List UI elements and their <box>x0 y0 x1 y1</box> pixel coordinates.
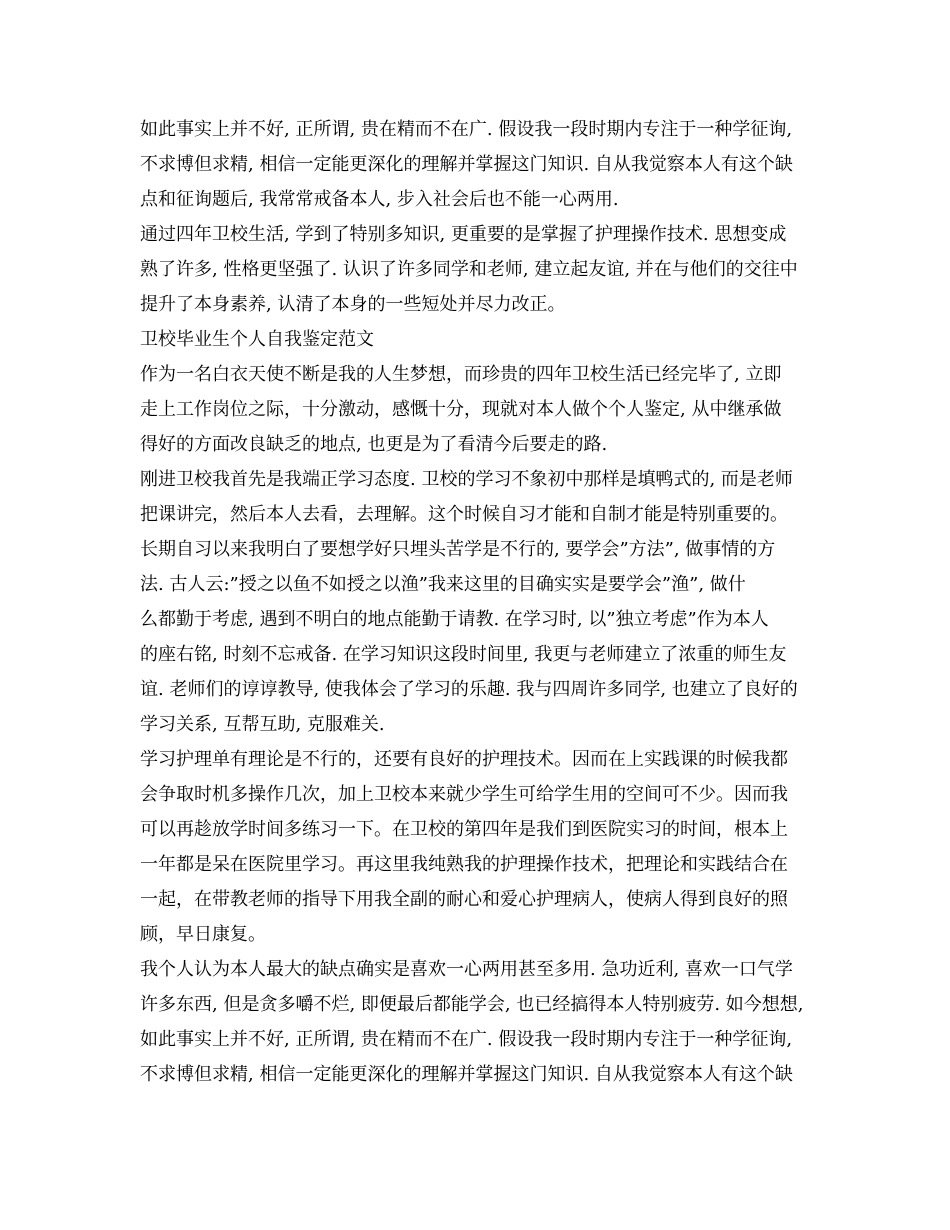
text-line: 作为一名白衣天使不断是我的人生梦想，而珍贵的四年卫校生活已经完毕了, 立即 <box>140 364 782 385</box>
text-line: 走上工作岗位之际，十分激动，感慨十分，现就对本人做个个人鉴定, 从中继承做 <box>140 399 782 420</box>
text-line: 一起，在带教老师的指导下用我全副的耐心和爱心护理病人，使病人得到良好的照 <box>140 889 788 910</box>
text-line: 把课讲完，然后本人去看，去理解。这个时候自习才能和自制才能是特别重要的。 <box>140 504 788 525</box>
section-heading: 卫校毕业生个人自我鉴定范文 <box>140 329 374 350</box>
text-line: 法. 古人云:”授之以鱼不如授之以渔”我来这里的目确实实是要学会”渔”, 做什 <box>140 574 746 595</box>
text-line: 的座右铭, 时刻不忘戒备. 在学习知识这段时间里, 我更与老师建立了浓重的师生友 <box>140 644 787 665</box>
text-line: 许多东西, 但是贪多嚼不烂, 即便最后都能学会, 也已经搞得本人特别疲劳. 如今想想, <box>140 994 804 1015</box>
text-line: 么都勤于考虑, 遇到不明白的地点能勤于请教. 在学习时, 以”独立考虑”作为本人 <box>140 609 769 630</box>
text-line: 顾，早日康复。 <box>140 924 266 945</box>
text-line: 如此事实上并不好, 正所谓, 贵在精而不在广. 假设我一段时期内专注于一种学征询, <box>140 1029 793 1050</box>
text-line: 一年都是呆在医院里学习。再这里我纯熟我的护理操作技术，把理论和实践结合在 <box>140 854 788 875</box>
text-line: 不求博但求精, 相信一定能更深化的理解并掌握这门知识. 自从我觉察本人有这个缺 <box>140 1064 793 1085</box>
text-line: 点和征询题后, 我常常戒备本人, 步入社会后也不能一心两用. <box>140 189 619 210</box>
text-line: 通过四年卫校生活, 学到了特别多知识, 更重要的是掌握了护理操作技术. 思想变成 <box>140 224 787 245</box>
text-line: 可以再趁放学时间多练习一下。在卫校的第四年是我们到医院实习的时间，根本上 <box>140 819 788 840</box>
text-line: 熟了许多, 性格更坚强了. 认识了许多同学和老师, 建立起友谊, 并在与他们的交往中 <box>140 259 798 280</box>
text-line: 提升了本身素养, 认清了本身的一些短处并尽力改正。 <box>140 294 566 315</box>
text-line: 学习关系, 互帮互助, 克服难关. <box>140 714 385 735</box>
text-line: 长期自习以来我明白了要想学好只埋头苦学是不行的, 要学会”方法”, 做事情的方 <box>140 539 776 560</box>
text-line: 不求博但求精, 相信一定能更深化的理解并掌握这门知识. 自从我觉察本人有这个缺 <box>140 154 793 175</box>
text-line: 如此事实上并不好, 正所谓, 贵在精而不在广. 假设我一段时期内专注于一种学征询, <box>140 119 793 140</box>
text-line: 谊. 老师们的谆谆教导, 使我体会了学习的乐趣. 我与四周许多同学, 也建立了良好的 <box>140 679 798 700</box>
text-line: 刚进卫校我首先是我端正学习态度. 卫校的学习不象初中那样是填鸭式的, 而是老师 <box>140 469 793 490</box>
text-line: 学习护理单有理论是不行的，还要有良好的护理技术。因而在上实践课的时候我都 <box>140 749 788 770</box>
text-line: 我个人认为本人最大的缺点确实是喜欢一心两用甚至多用. 急功近利, 喜欢一口气学 <box>140 959 793 980</box>
text-line: 会争取时机多操作几次，加上卫校本来就少学生可给学生用的空间可不少。因而我 <box>140 784 788 805</box>
document-body <box>140 112 820 1092</box>
text-line: 得好的方面改良缺乏的地点, 也更是为了看清今后要走的路. <box>140 434 608 455</box>
